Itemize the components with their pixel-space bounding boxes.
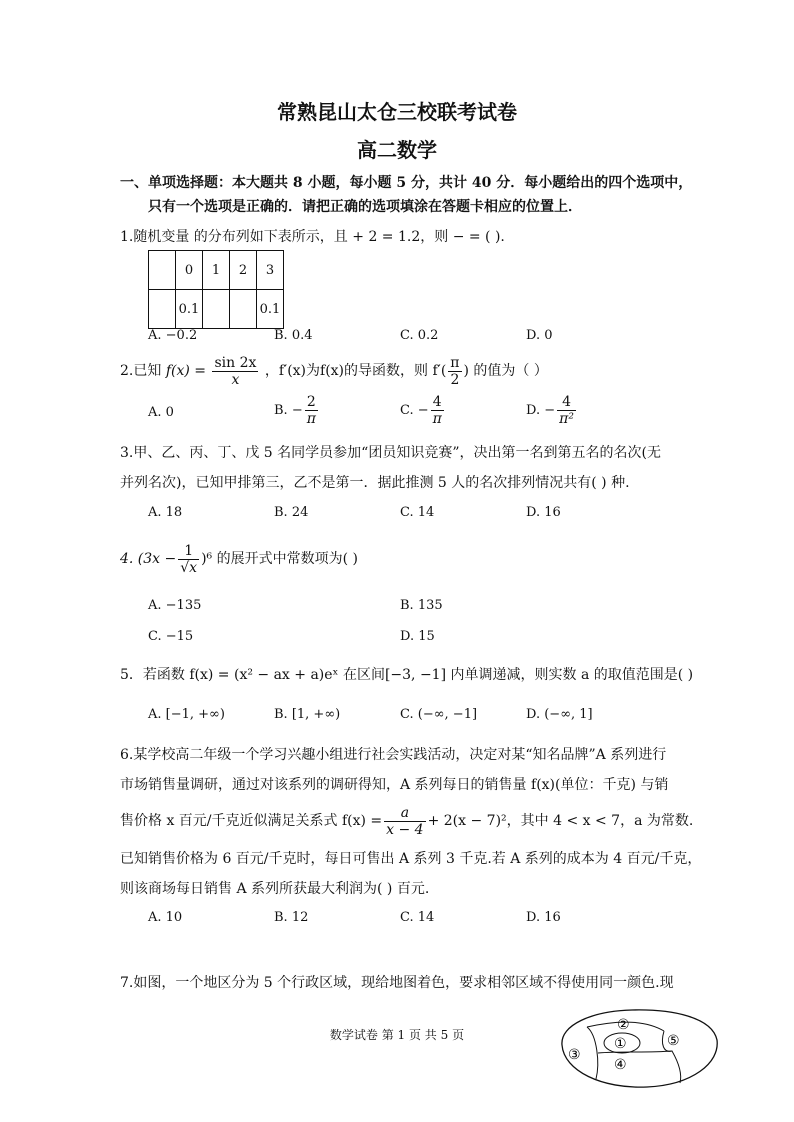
q2-fraction <box>212 355 258 388</box>
question-6-line2: 市场销售量调研，通过对该系列的调研得知，A 系列每日的销售量 f(x)(单位：千克) 与销 <box>120 777 669 793</box>
table-cell: 2 <box>230 251 257 290</box>
q2-option-b-frac <box>305 394 318 427</box>
question-5-stem: 5．若函数 f(x) = (x² − ax + a)eˣ 在区间[−3, −1] 内单调递减，则实数 a 的取值范围是( ) <box>120 667 694 683</box>
q1-option-b: B. 0.4 <box>274 328 313 343</box>
table-cell <box>149 290 176 329</box>
q2-prefix: 2.已知 <box>120 363 162 379</box>
q1-option-a: A. −0.2 <box>148 328 198 343</box>
frac-den: π <box>306 411 316 427</box>
frac-den: π² <box>559 411 574 427</box>
question-6-line3 <box>120 802 693 840</box>
q2-frac-num: sin 2x <box>214 354 257 371</box>
question-4-stem <box>120 540 358 578</box>
question-2-stem <box>120 352 548 390</box>
map-region-border <box>587 1027 598 1079</box>
q6-line3-suffix: + 2(x − 7)²，其中 4 < x < 7，a 为常数. <box>427 813 694 829</box>
q4-option-c: C. −15 <box>148 629 194 644</box>
q4-option-a: A. −135 <box>148 598 202 613</box>
table-cell: 1 <box>203 251 230 290</box>
q6-fraction <box>384 805 425 838</box>
question-6-line4: 已知销售价格为 6 百元/千克时，每日可售出 A 系列 3 千克.若 A 系列的成本为 4 百元/千克， <box>120 851 702 867</box>
q2-pi-num: π <box>450 354 460 371</box>
q2-pi-den: 2 <box>450 371 460 388</box>
q4-fraction <box>178 543 199 576</box>
q6-option-a: A. 10 <box>148 910 183 925</box>
section-instruction-line1: 一、单项选择题：本大题共 8 小题，每小题 5 分，共计 40 分．每小题给出的四个选项中， <box>120 175 693 191</box>
q3-option-d: D. 16 <box>526 505 561 520</box>
q3-option-a: A. 18 <box>148 505 183 520</box>
q2-option-b-label: B. − <box>274 403 303 418</box>
table-cell: 0.1 <box>257 290 284 329</box>
map-region-border <box>598 1051 672 1053</box>
q6-line3-prefix: 售价格 x 百元/千克近似满足关系式 f(x) = <box>120 813 383 829</box>
distribution-table <box>148 250 284 329</box>
q4-option-d: D. 15 <box>400 629 435 644</box>
q2-pi-fraction <box>448 355 461 388</box>
table-cell: 0 <box>176 251 203 290</box>
q1-option-c: C. 0.2 <box>400 328 439 343</box>
q4-prefix: 4. (3x − <box>120 551 177 567</box>
q4-frac-den: √x <box>180 559 198 576</box>
table-cell: 0.1 <box>176 290 203 329</box>
frac-num: 4 <box>557 394 576 411</box>
table-cell <box>149 251 176 290</box>
q5-option-c: C. (−∞, −1] <box>400 707 478 722</box>
q4-option-b: B. 135 <box>400 598 443 613</box>
q5-option-a: A. [−1, +∞) <box>148 707 225 722</box>
q2-fx: f(x) = <box>165 363 206 379</box>
map-label-4: ④ <box>614 1057 627 1073</box>
question-7-line1: 7.如图，一个地区分为 5 个行政区域，现给地图着色，要求相邻区域不得使用同一颜色.现 <box>120 975 674 991</box>
table-cell <box>230 290 257 329</box>
table-cell: 3 <box>257 251 284 290</box>
exam-subtitle: 高二数学 <box>357 138 437 162</box>
q2-frac-den: x <box>231 371 240 388</box>
q3-option-b: B. 24 <box>274 505 309 520</box>
q4-suffix: )⁶ 的展开式中常数项为( ) <box>201 551 358 567</box>
q6-frac-num: a <box>384 805 425 822</box>
table-row <box>149 290 284 329</box>
q2-mid: ，f′(x)为f(x)的导函数，则 f′( <box>264 363 447 379</box>
question-6-line5: 则该商场每日销售 A 系列所获最大利润为( ) 百元. <box>120 881 430 897</box>
q2-suffix: ) 的值为（ ） <box>463 363 548 379</box>
q6-option-c: C. 14 <box>400 910 435 925</box>
section-instruction-line2: 只有一个选项是正确的．请把正确的选项填涂在答题卡相应的位置上． <box>148 199 582 215</box>
q6-option-d: D. 16 <box>526 910 561 925</box>
frac-num: 4 <box>431 394 444 411</box>
q5-option-d: D. (−∞, 1] <box>526 707 593 722</box>
q2-option-d-label: D. − <box>526 403 556 418</box>
q2-option-a: A. 0 <box>148 405 174 420</box>
q6-option-b: B. 12 <box>274 910 309 925</box>
question-6-line1: 6.某学校高二年级一个学习兴趣小组进行社会实践活动，决定对某“知名品牌”A 系列进行 <box>120 747 667 763</box>
map-label-1: ① <box>614 1036 627 1052</box>
q1-option-d: D. 0 <box>526 328 553 343</box>
q4-frac-num: 1 <box>178 543 199 560</box>
q2-option-d <box>526 394 578 427</box>
frac-num: 2 <box>305 394 318 411</box>
page-footer: 数学试卷 第 1 页 共 5 页 <box>329 1028 465 1042</box>
map-label-5: ⑤ <box>667 1033 680 1049</box>
map-label-3: ③ <box>568 1047 581 1063</box>
frac-den: π <box>432 411 442 427</box>
q5-option-b: B. [1, +∞) <box>274 707 341 722</box>
question-1-stem: 1.随机变量 的分布列如下表所示，且 + 2 = 1.2，则 − = ( ). <box>120 229 505 245</box>
region-map-figure <box>552 1005 722 1091</box>
q6-frac-den: x − 4 <box>386 821 424 838</box>
exam-title: 常熟昆山太仓三校联考试卷 <box>277 100 517 124</box>
table-cell <box>203 290 230 329</box>
question-3-line1: 3.甲、乙、丙、丁、戊 5 名同学员参加“团员知识竞赛”，决出第一名到第五名的名次(无 <box>120 445 661 461</box>
question-3-line2: 并列名次)，已知甲排第三，乙不是第一．据此推测 5 人的名次排列情况共有( ) 种. <box>120 475 630 491</box>
q2-option-d-frac <box>557 394 576 427</box>
q2-option-c <box>400 394 446 427</box>
q2-option-c-label: C. − <box>400 403 429 418</box>
q2-option-c-frac <box>431 394 444 427</box>
q2-option-b <box>274 394 320 427</box>
map-label-2: ② <box>617 1017 630 1033</box>
table-row <box>149 251 284 290</box>
q3-option-c: C. 14 <box>400 505 435 520</box>
map-outline <box>562 1010 717 1087</box>
